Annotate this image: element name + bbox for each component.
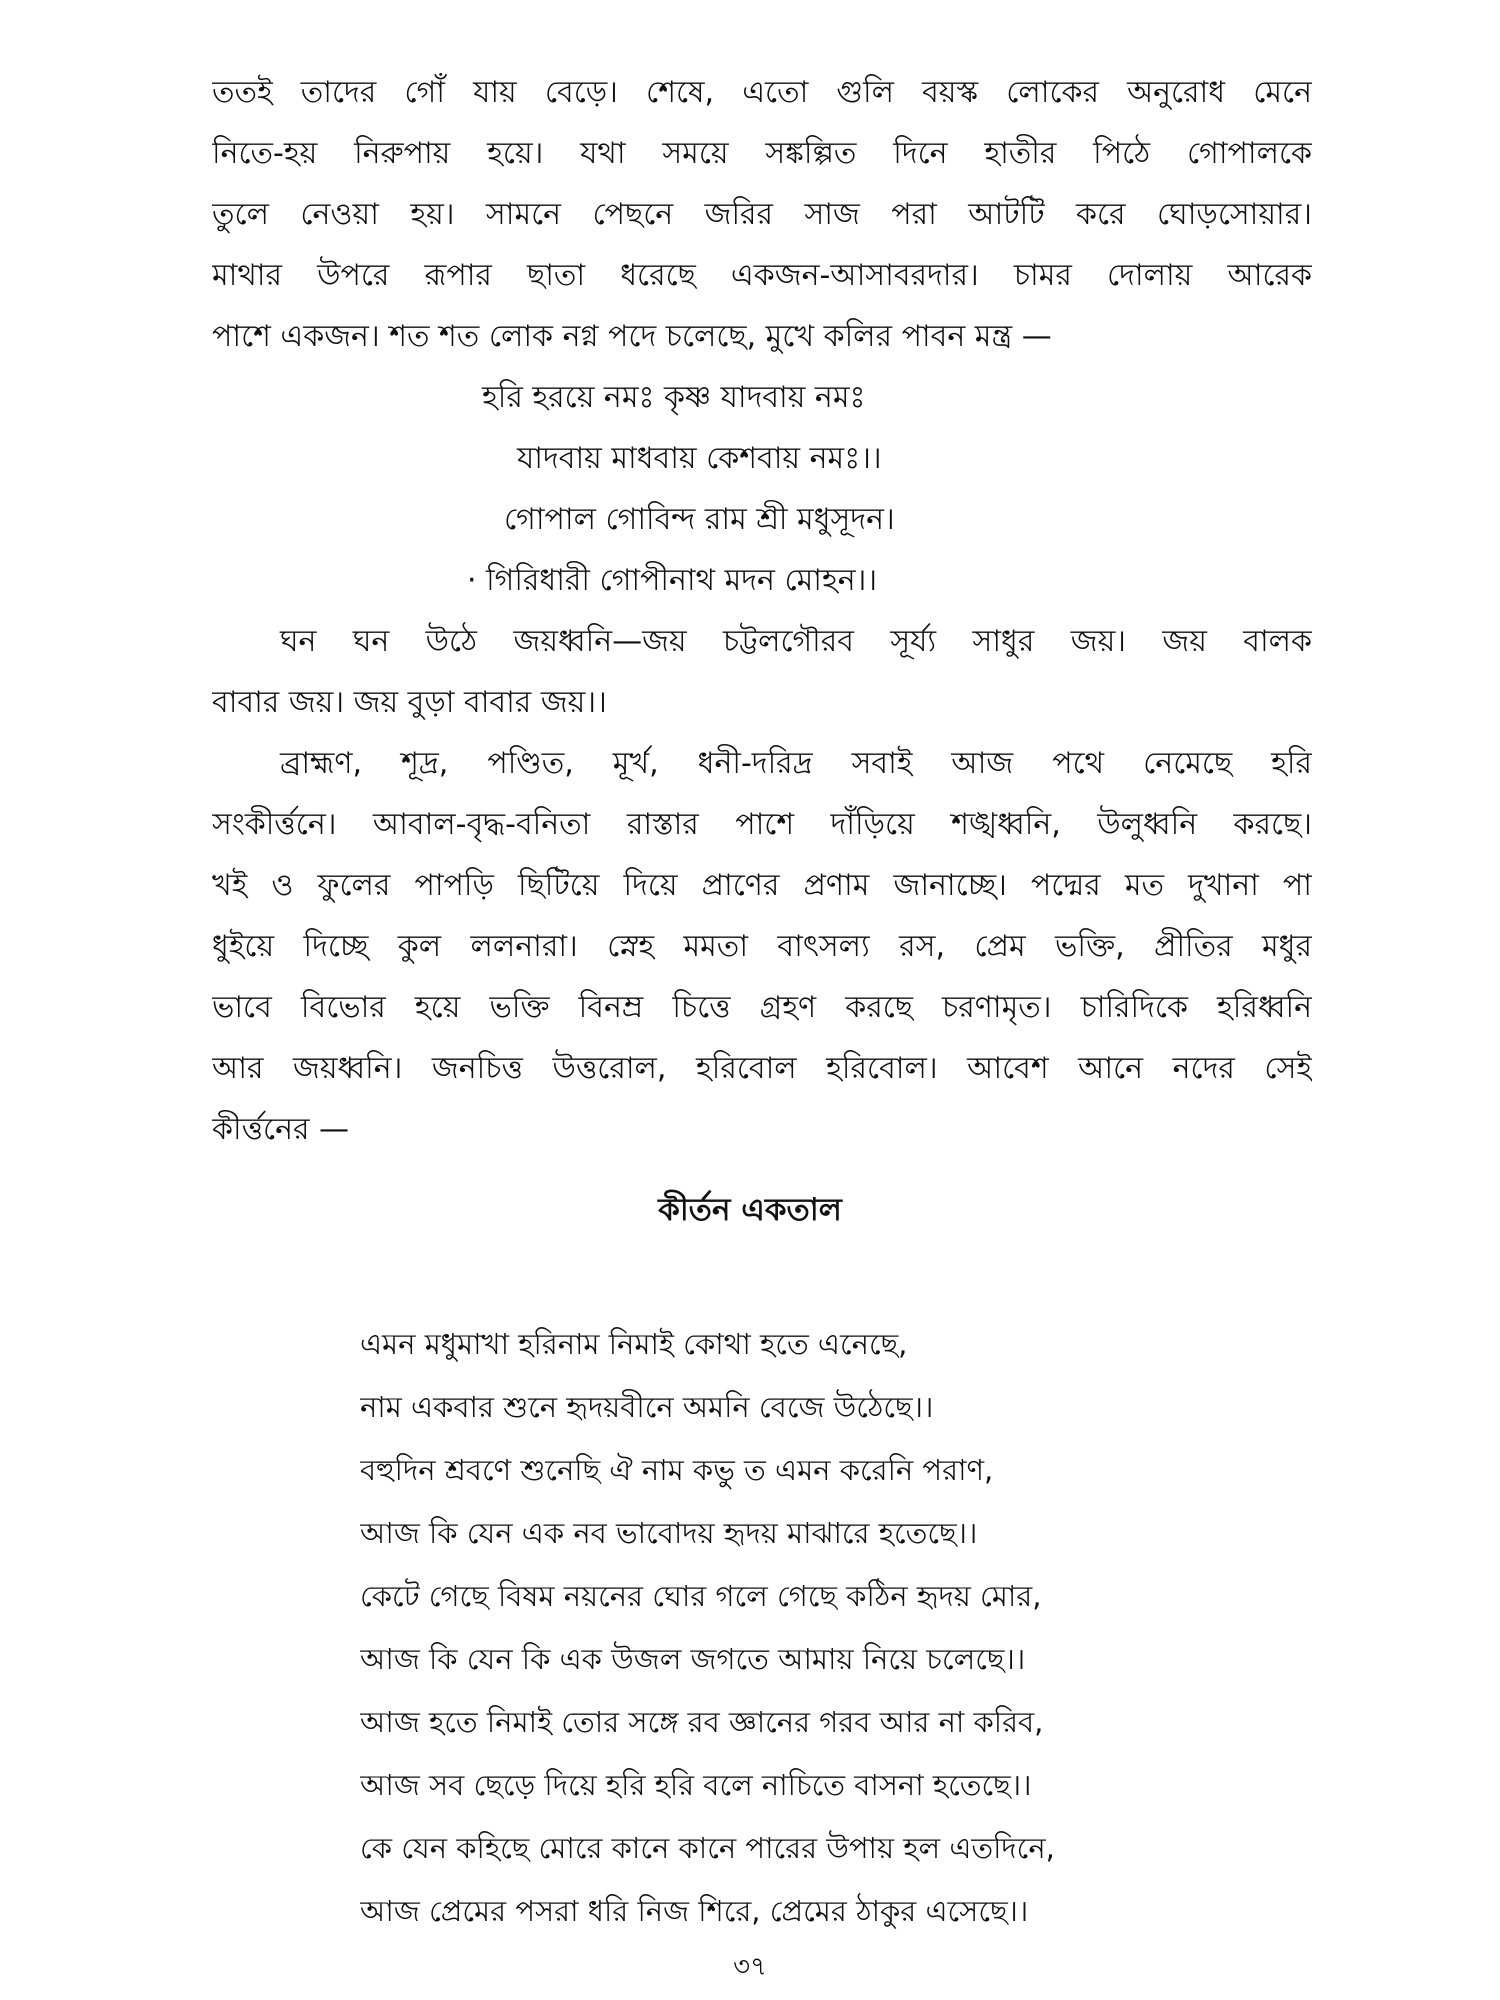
mantra-line: · গিরিধারী গোপীনাথ মদন মোহন।। [467, 563, 878, 598]
mantra-line: যাদবায় মাধবায় কেশবায় নমঃ।। [517, 441, 882, 476]
paragraph-line: ভাবে বিভোর হয়ে ভক্তি বিনম্র চিত্তে গ্রহণ করছে চরণামৃত। চারিদিকে হরিধ্বনি [212, 990, 1312, 1025]
mantra-line: গোপাল গোবিন্দ রাম শ্রী মধুসূদন। [504, 502, 895, 537]
song-line: নাম একবার শুনে হৃদয়বীনে অমনি বেজে উঠেছে।। [360, 1390, 934, 1424]
paragraph-line: ততই তাদের গোঁ যায় বেড়ে। শেষে, এতো গুলি বয়স্ক লোকের অনুরোধ মেনে [212, 75, 1312, 110]
song-heading: কীর্তন একতাল [658, 1192, 842, 1228]
song-line: আজ কি যেন কি এক উজল জগতে আমায় নিয়ে চলেছে।। [360, 1642, 1026, 1676]
song-line: আজ কি যেন এক নব ভাবোদয় হৃদয় মাঝারে হতেছে।। [360, 1516, 978, 1550]
paragraph-line: আর জয়ধ্বনি। জনচিত্ত উত্তরোল, হরিবোল হরিবোল। আবেশ আনে নদের সেই [212, 1051, 1312, 1086]
paragraph-line: পাশে একজন। শত শত লোক নগ্ন পদে চলেছে, মুখে কলির পাবন মন্ত্র — [212, 319, 1052, 354]
song-line: কে যেন কহিছে মোরে কানে কানে পারের উপায় হল এতদিনে, [360, 1831, 1055, 1865]
paragraph-line: মাথার উপরে রূপার ছাতা ধরেছে একজন-আসাবরদার। চামর দোলায় আরেক [212, 258, 1312, 293]
song-line: এমন মধুমাখা হরিনাম নিমাই কোথা হতে এনেছে, [360, 1327, 908, 1361]
song-line: আজ প্রেমের পসরা ধরি নিজ শিরে, প্রেমের ঠাকুর এসেছে।। [360, 1894, 1029, 1928]
paragraph-line: খই ও ফুলের পাপড়ি ছিটিয়ে দিয়ে প্রাণের প্রণাম জানাচ্ছে। পদ্মের মত দুখানা পা [212, 868, 1312, 903]
prose-body [212, 62, 1312, 1160]
paragraph-line: ঘন ঘন উঠে জয়ধ্বনি—জয় চট্টলগৌরব সূর্য্য সাধুর জয়। জয় বালক [280, 624, 1312, 659]
page-number: ৩৭ [733, 1952, 767, 1982]
song-line: আজ হতে নিমাই তোর সঙ্গে রব জ্ঞানের গরব আর না করিব, [360, 1705, 1044, 1739]
paragraph-line: তুলে নেওয়া হয়। সামনে পেছনে জরির সাজ পরা আটটি করে ঘোড়সোয়ার। [212, 197, 1312, 232]
song-line: আজ সব ছেড়ে দিয়ে হরি হরি বলে নাচিতে বাসনা হতেছে।। [360, 1768, 1032, 1802]
paragraph-line: সংকীর্ত্তনে। আবাল-বৃদ্ধ-বনিতা রাস্তার পাশে দাঁড়িয়ে শঙ্খধ্বনি, উলুধ্বনি করছে। [212, 807, 1312, 842]
song-line: কেটে গেছে বিষম নয়নের ঘোর গলে গেছে কঠিন হৃদয় মোর, [360, 1579, 1042, 1613]
song-lyrics [360, 1313, 1300, 1943]
paragraph-line: ব্রাহ্মণ, শূদ্র, পণ্ডিত, মূর্খ, ধনী-দরিদ্র সবাই আজ পথে নেমেছে হরি [280, 746, 1312, 781]
paragraph-line: ধুইয়ে দিচ্ছে কুল ললনারা। স্নেহ মমতা বাৎসল্য রস, প্রেম ভক্তি, প্রীতির মধুর [212, 929, 1312, 964]
song-line: বহুদিন শ্রবণে শুনেছি ঐ নাম কভু ত এমন করেনি পরাণ, [360, 1453, 994, 1487]
mantra-line: হরি হরয়ে নমঃ কৃষ্ণ যাদবায় নমঃ [482, 380, 866, 415]
paragraph-line: কীর্ত্তনের — [212, 1112, 350, 1147]
paragraph-line: বাবার জয়। জয় বুড়া বাবার জয়।। [212, 685, 607, 720]
paragraph-line: নিতে-হয় নিরুপায় হয়ে। যথা সময়ে সঙ্কল্পিত দিনে হাতীর পিঠে গোপালকে [212, 136, 1312, 171]
